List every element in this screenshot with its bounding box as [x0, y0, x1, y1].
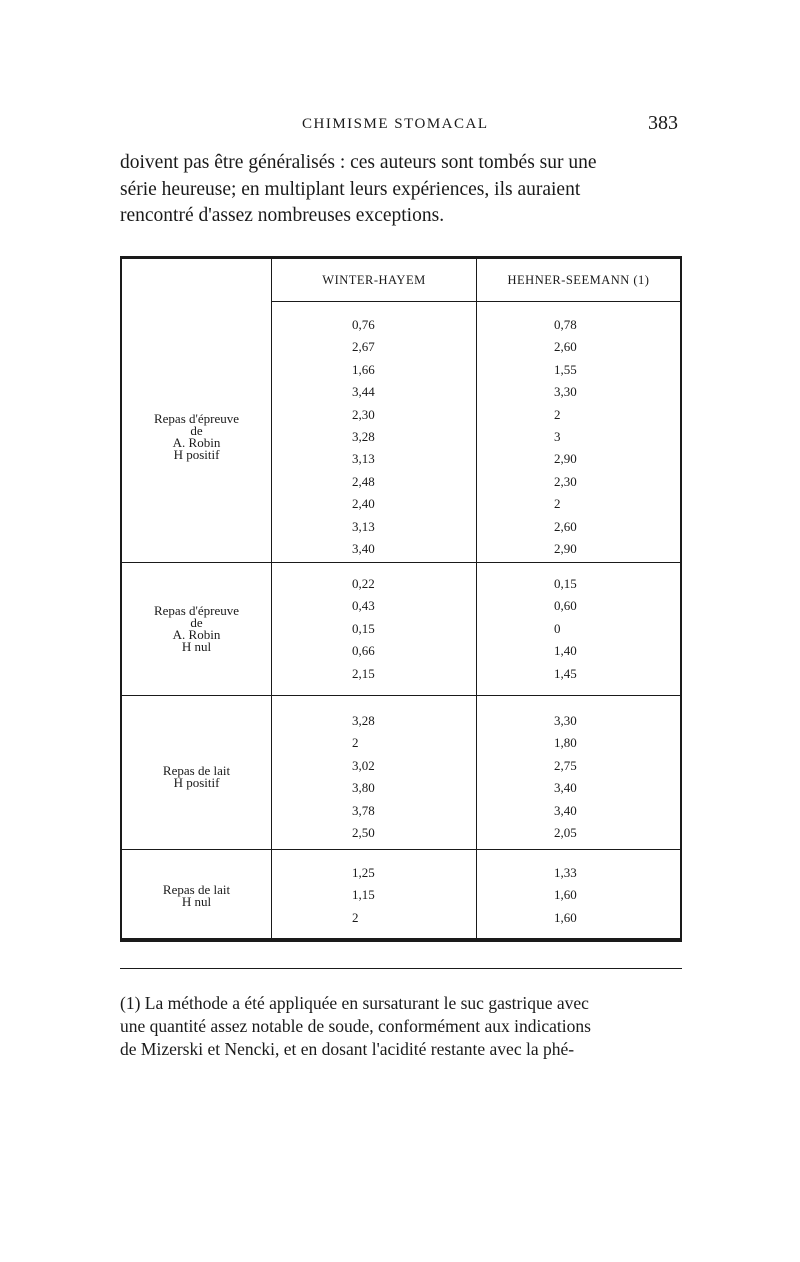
- group-divider: [122, 695, 680, 696]
- group-divider: [122, 849, 680, 850]
- group-label: [122, 413, 271, 461]
- intro-paragraph: [120, 150, 682, 230]
- cell-hehner-seemann: 2,05: [554, 825, 577, 840]
- footnote-line: de Mizerski et Nencki, et en dosant l'acidité restante avec la phé-: [120, 1039, 575, 1059]
- cell-hehner-seemann: 3,40: [554, 802, 577, 818]
- group-label-line: Repas d'épreuve: [153, 411, 239, 427]
- cell-hehner-seemann: 1,55: [554, 361, 577, 377]
- cell-winter-hayem: 2: [352, 735, 359, 751]
- cell-winter-hayem: 3,44: [352, 384, 375, 400]
- cell-winter-hayem: 1,66: [352, 361, 375, 377]
- column-header-winter-hayem: WINTER-HAYEM: [322, 273, 426, 287]
- cell-hehner-seemann: 2: [554, 496, 561, 512]
- group-label-line: Repas de lait: [162, 763, 231, 779]
- cell-winter-hayem: 3,40: [352, 541, 375, 556]
- cell-hehner-seemann: 1,33: [554, 865, 577, 880]
- cell-winter-hayem: 3,78: [352, 802, 375, 818]
- cell-hehner-seemann: 3,30: [554, 713, 577, 728]
- cell-winter-hayem: 0,66: [352, 643, 375, 659]
- cell-hehner-seemann: 1,60: [554, 887, 577, 903]
- cell-winter-hayem: 3,28: [352, 713, 375, 728]
- cell-winter-hayem: 2,48: [352, 473, 375, 489]
- group-label-line: Repas de lait: [162, 881, 231, 897]
- running-head: [120, 112, 682, 142]
- cell-winter-hayem: 2,15: [352, 665, 375, 681]
- cell-winter-hayem: 2,50: [352, 825, 375, 840]
- cell-winter-hayem: 3,80: [352, 780, 375, 796]
- cell-winter-hayem: 2: [352, 909, 359, 925]
- group-divider: [122, 562, 680, 563]
- cell-winter-hayem: 1,25: [352, 865, 375, 880]
- group-label-line: H nul: [181, 893, 212, 909]
- cell-hehner-seemann: 1,45: [554, 665, 577, 681]
- cell-winter-hayem: 0,76: [352, 317, 375, 332]
- intro-line: série heureuse; en multiplant leurs expériences, ils auraient: [120, 178, 581, 200]
- cell-winter-hayem: 3,28: [352, 429, 375, 444]
- group-label-line: Repas d'épreuve: [153, 603, 239, 618]
- cell-hehner-seemann: 1,60: [554, 909, 577, 925]
- group-label-line: de: [190, 615, 203, 630]
- cell-winter-hayem: 0,15: [352, 620, 375, 636]
- group-label-line: H nul: [181, 639, 212, 654]
- cell-hehner-seemann: 0,15: [554, 576, 577, 591]
- cell-hehner-seemann: 0,60: [554, 598, 577, 614]
- intro-line: rencontré d'assez nombreuses exceptions.: [120, 205, 445, 226]
- cell-winter-hayem: 1,15: [352, 887, 375, 903]
- group-label-line: de: [190, 423, 203, 439]
- cell-hehner-seemann: 1,40: [554, 643, 577, 659]
- footnote-line: (1) La méthode a été appliquée en sursaturant le suc gastrique avec: [120, 993, 589, 1013]
- cell-winter-hayem: 3,13: [352, 518, 375, 534]
- running-title: CHIMISME STOMACAL: [302, 116, 489, 132]
- cell-hehner-seemann: 2,60: [554, 518, 577, 534]
- cell-hehner-seemann: 0: [554, 620, 561, 636]
- column-divider: [271, 259, 272, 938]
- group-label: [122, 881, 271, 909]
- group-label: [122, 765, 271, 789]
- footnote: [120, 992, 682, 1061]
- cell-hehner-seemann: 2,75: [554, 757, 577, 773]
- cell-hehner-seemann: 2,90: [554, 451, 577, 467]
- cell-hehner-seemann: 2,90: [554, 541, 577, 556]
- intro-line: doivent pas être généralisés : ces auteurs sont tombés sur une: [120, 152, 597, 173]
- cell-winter-hayem: 3,13: [352, 451, 375, 467]
- group-label-line: A. Robin: [172, 627, 221, 642]
- cell-hehner-seemann: 0,78: [554, 317, 577, 332]
- cell-hehner-seemann: 1,80: [554, 735, 577, 751]
- header-rule: [271, 301, 680, 302]
- cell-hehner-seemann: 2: [554, 406, 561, 422]
- column-header-hehner-seemann: HEHNER-SEEMANN (1): [507, 273, 650, 287]
- cell-winter-hayem: 2,40: [352, 496, 375, 512]
- cell-winter-hayem: 0,22: [352, 576, 375, 591]
- column-divider: [476, 259, 477, 938]
- cell-winter-hayem: 3,02: [352, 757, 375, 773]
- group-label-line: H positif: [173, 775, 220, 791]
- cell-winter-hayem: 2,30: [352, 406, 375, 422]
- group-label: [122, 605, 271, 653]
- page-number: 383: [648, 112, 678, 134]
- cell-hehner-seemann: 3,30: [554, 384, 577, 400]
- cell-winter-hayem: 0,43: [352, 598, 375, 614]
- cell-winter-hayem: 2,67: [352, 339, 375, 355]
- group-label-line: A. Robin: [172, 435, 221, 451]
- group-label-line: H positif: [173, 447, 220, 463]
- cell-hehner-seemann: 3,40: [554, 780, 577, 796]
- footnote-rule: [120, 968, 682, 969]
- cell-hehner-seemann: 2,60: [554, 339, 577, 355]
- cell-hehner-seemann: 3: [554, 429, 561, 444]
- footnote-line: une quantité assez notable de soude, conformément aux indications: [120, 1016, 591, 1036]
- data-table: [120, 256, 682, 942]
- cell-hehner-seemann: 2,30: [554, 473, 577, 489]
